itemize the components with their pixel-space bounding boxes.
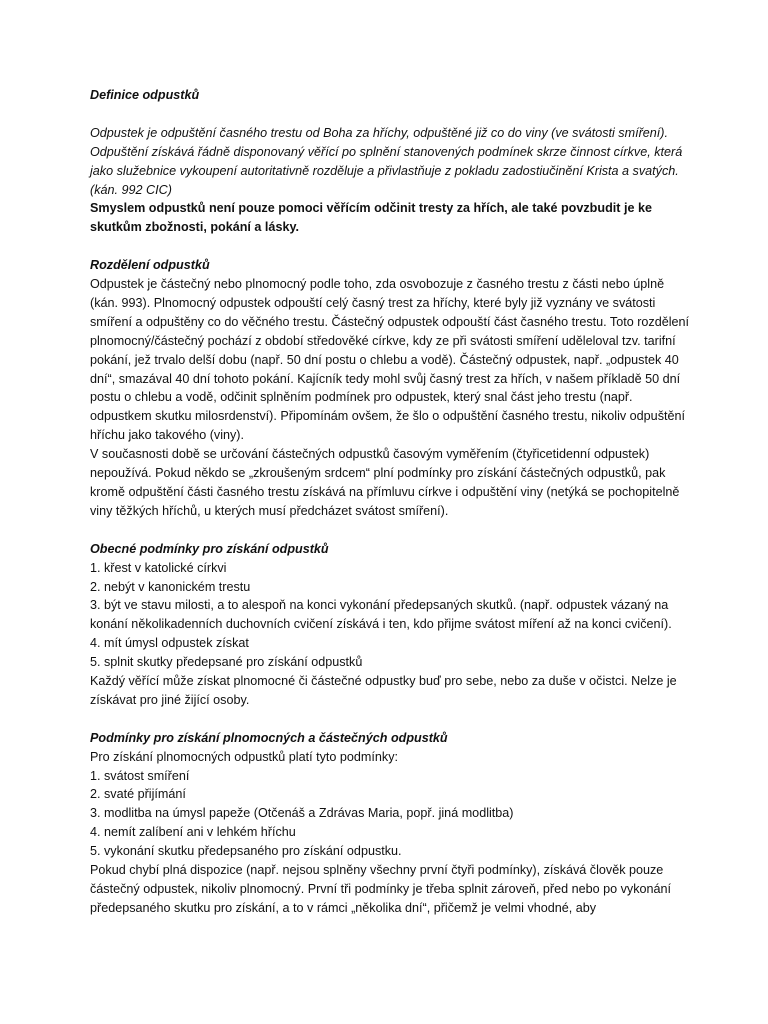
list-item: 3. být ve stavu milosti, a to alespoň na konci vykonání předepsaných skutků. (např. odpustek vázaný na konání několikadenních duchovních cvičení získává i ten, kdo přijme svátost míření až na konci cvičení). <box>90 598 672 632</box>
podminky-paragraph: Pokud chybí plná dispozice (např. nejsou splněny všechny první čtyři podmínky), získává člověk pouze částečný odpustek, nikoliv plnomocný. První tři podmínky je třeba splnit zároveň, před nebo po vykonání předepsaného skutku pro získání, a to v rámci „několika dní“, přičemž je velmi vhodné, aby <box>90 863 672 915</box>
list-item: 2. nebýt v kanonickém trestu <box>90 579 251 594</box>
list-item: 1. svátost smíření <box>90 768 190 783</box>
obecne-paragraph: Každý věřící může získat plnomocné či částečné odpustky buď pro sebe, nebo za duše v očistci. Nelze je získávat pro jiné žijící osoby. <box>90 674 677 707</box>
list-item: 5. splnit skutky předepsané pro získání odpustků <box>90 655 363 670</box>
section-heading-obecne: Obecné podmínky pro získání odpustků <box>90 541 329 556</box>
section-heading-rozdeleni: Rozdělení odpustků <box>90 258 210 273</box>
document-page <box>90 86 690 918</box>
section-heading-podminky: Podmínky pro získání plnomocných a částečných odpustků <box>90 730 448 745</box>
list-item: 4. mít úmysl odpustek získat <box>90 636 249 651</box>
list-item: 5. vykonání skutku předepsaného pro získání odpustku. <box>90 844 402 859</box>
list-item: 2. svaté přijímání <box>90 787 186 802</box>
list-item: 3. modlitba na úmysl papeže (Otčenáš a Zdrávas Maria, popř. jiná modlitba) <box>90 806 514 821</box>
list-item: 4. nemít zalíbení ani v lehkém hříchu <box>90 825 296 840</box>
list-item: 1. křest v katolické církvi <box>90 560 227 575</box>
section-heading-definice: Definice odpustků <box>90 88 200 102</box>
rozdeleni-paragraph: Odpustek je částečný nebo plnomocný podle toho, zda osvobozuje z časného trestu z části nebo úplně (kán. 993). Plnomocný odpustek odpouští celý časný trest za hříchy, které byly již vyznány ve svátosti smíření a odpuštěny co do věčného trestu. Částečný odpustek odpouští část časného trestu. Toto rozdělení plnomocný/částečný pochází z období středověké církve, kdy ze při svátosti smíření uděleloval tzv. tarifní pokání, jež trvalo delší dobu (např. 50 dní postu o chlebu a vodě). Částečný odpustek, např. „odpustek 40 dní“, smazával 40 dní tohoto pokání. Kajícník tedy mohl svůj časný trest za hřích, v našem příkladě 50 dní postu o chlebu a vodě, odčinit splněním podmínek pro odpustek, který snal část jeho trestu (např. odpustkem skutku milosrdenství). Připomínám ovšem, že šlo o odpuštění časného trestu, nikoliv odpuštění hříchu jako takového (viny). <box>90 277 690 443</box>
definice-paragraph: Odpustek je odpuštění časného trestu od Boha za hříchy, odpuštěné již co do viny (ve svátosti smíření). Odpuštění získává řádně disponovaný věřící po splnění stanovených podmínek skrze činnost církve, která jako služebnice vykoupení autoritativně rozděluje a přivlastňuje z pokladu zadostiučinění Krista a svatých. (kán. 992 CIC) <box>90 125 683 197</box>
rozdeleni-paragraph-soucasnost: V současnosti době se určování částečných odpustků časovým vyměřením (čtyřicetidenní odpustek) nepoužívá. Pokud někdo se „zkroušeným srdcem“ plní podmínky pro získání částečných odpustků, pak kromě odpuštění části časného trestu získává na přímluvu církve i odpuštění viny (netýká se pochopitelně viny těžkých hříchů, u kterých musí předcházet svátost smíření). <box>90 447 680 518</box>
podminky-intro: Pro získání plnomocných odpustků platí tyto podmínky: <box>90 749 399 764</box>
definice-paragraph-smysl: Smyslem odpustků není pouze pomoci věřícím odčinit tresty za hřích, ale také povzbudit je ke skutkům zbožnosti, pokání a lásky. <box>90 201 652 235</box>
